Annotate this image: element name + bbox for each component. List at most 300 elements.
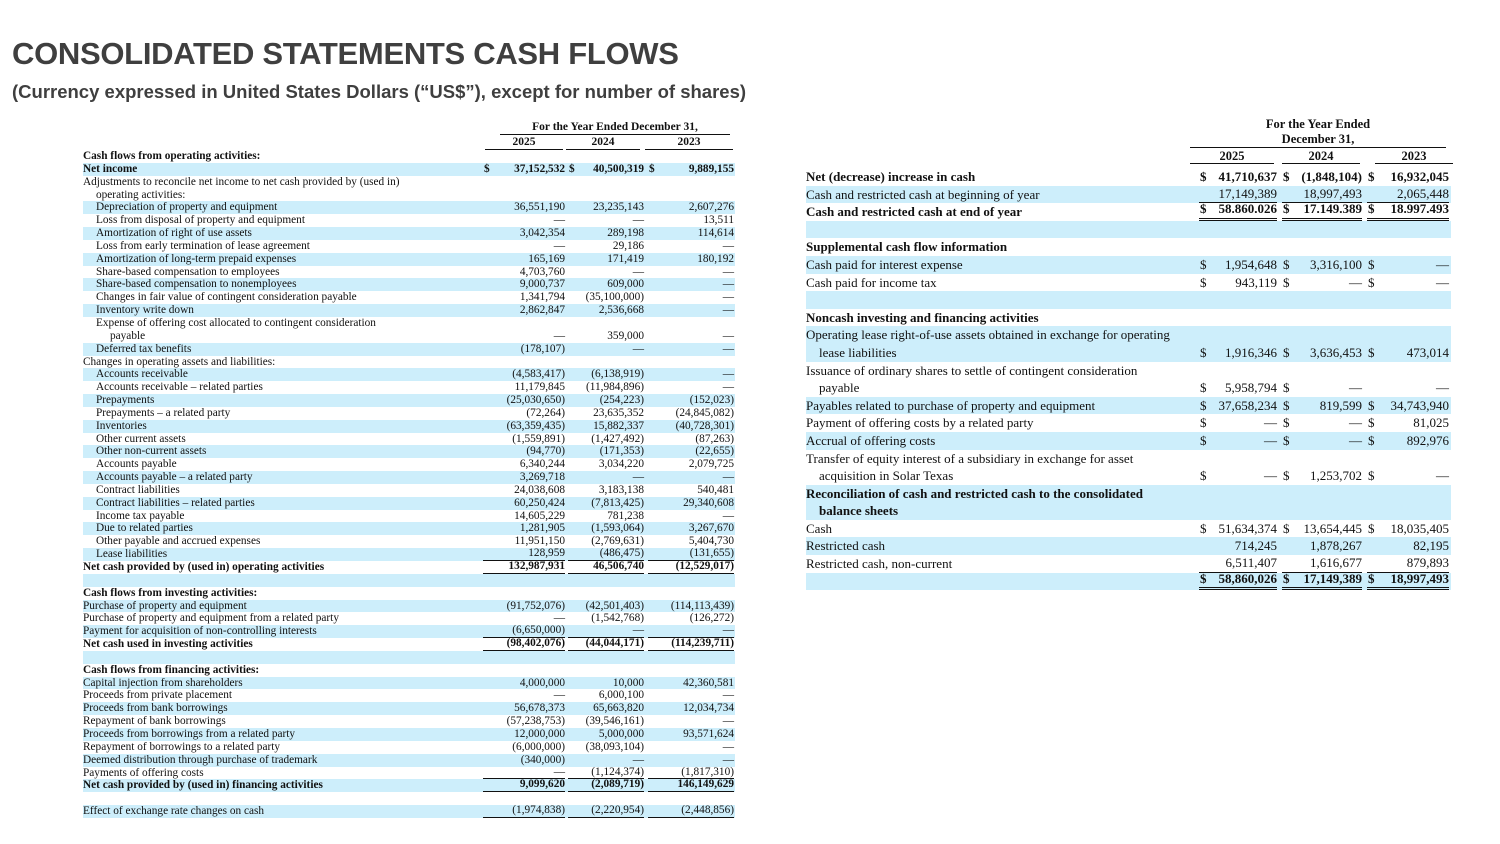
value-cell-2024 [568,560,644,574]
row-label-text: Deemed distribution through purchase of trademark [83,753,318,766]
value-text: 9,000,737 [519,278,565,291]
row-label-text: Adjustments to reconcile net income to net cash provided by (used in) [83,175,400,188]
dollar-sign: $ [1283,274,1290,290]
value-text: — [553,239,565,252]
value-text: 17,149,389 [1218,185,1277,201]
value-text: 1,616,677 [1310,555,1362,571]
row-label-text: Deferred tax benefits [96,342,192,355]
row-label-text: Share-based compensation to nonemployees [96,278,297,291]
value-text: — [1264,415,1277,431]
row-label [83,343,483,356]
dollar-sign: $ [1200,256,1207,272]
dollar-sign: $ [1283,520,1290,536]
value-text: 18,997,493 [1390,570,1449,586]
value-cell-2025 [483,702,565,715]
value-cell-2024 [1282,379,1362,397]
value-text: 36,551,190 [514,201,565,214]
row-label [806,203,1199,221]
value-text: (2,089,719) [591,778,644,791]
value-cell-2024 [1282,274,1362,292]
value-cell-2023 [648,291,734,304]
value-text: 819,599 [1319,397,1362,413]
right-year-col-1: 2025 [1190,149,1274,164]
dollar-sign: $ [1200,432,1207,448]
row-label [83,510,483,523]
value-cell-2024 [1282,520,1362,538]
value-cell-2024 [568,407,644,420]
value-cell-2025 [483,240,565,253]
right-year-col-2: 2024 [1282,149,1360,164]
value-cell-2025 [483,278,565,291]
value-cell-2023 [1367,379,1449,397]
row-label [83,600,483,613]
dollar-sign: $ [1368,432,1375,448]
value-cell-2025 [1199,379,1277,397]
row-label-text: Lease liabilities [96,548,168,561]
row-label [83,664,483,677]
value-cell-2023 [648,381,734,394]
dollar-sign: $ [1283,415,1290,431]
value-cell-2024 [568,778,644,792]
dollar-sign: $ [1368,256,1375,272]
value-text: (40,728,301) [675,419,734,432]
value-text: — [722,265,734,278]
right-year-col-3: 2023 [1375,149,1453,164]
row-label-text: Accounts payable [96,458,177,471]
table-row [83,445,735,458]
value-text: — [722,471,734,484]
value-cell-2024 [568,420,644,433]
value-cell-2024 [568,394,644,407]
row-label [83,253,483,266]
value-cell-2025 [483,420,565,433]
row-label-text: Cash paid for interest expense [806,256,963,272]
value-text: 1,954,648 [1225,256,1277,272]
table-row [806,326,1451,361]
value-cell-2025 [1199,397,1277,415]
value-text: 58,860,026 [1218,570,1277,586]
row-label-text: Supplemental cash flow information [806,239,1008,255]
value-cell-2025 [483,715,565,728]
value-cell-2024 [568,689,644,702]
value-cell-2023 [648,330,734,343]
dollar-sign: $ [1368,468,1375,484]
left-period-header: For the Year Ended December 31, [500,121,730,135]
value-cell-2024 [568,330,644,343]
value-text: (72,264) [526,406,565,419]
value-text: 132,987,931 [508,560,565,572]
value-text: 3,267,670 [688,522,734,535]
row-label [83,522,483,535]
value-text: (7,813,425) [591,496,644,509]
table-row [83,253,735,266]
table-row [806,238,1451,256]
value-text: 943,119 [1235,274,1277,290]
value-text: (91,752,076) [506,599,565,612]
value-text: 37,658,234 [1218,397,1277,413]
value-text: — [632,471,644,484]
value-text: 3,636,453 [1310,344,1362,360]
value-text: (57,238,753) [506,715,565,728]
value-text: — [632,265,644,278]
dollar-sign: $ [1283,256,1290,272]
value-text: — [632,624,644,637]
value-text: — [1436,380,1449,396]
row-label-continuation: payable [819,380,860,396]
value-cell-2025 [1199,467,1277,485]
value-text: 15,882,337 [593,419,644,432]
row-label [83,458,483,471]
row-label-text: Transfer of equity interest of a subsidiary in exchange for asset [806,450,1134,466]
value-text: (22,655) [695,445,734,458]
row-label [83,548,483,561]
dollar-sign: $ [1200,274,1207,290]
value-cell-2025 [483,522,565,535]
value-text: (39,546,161) [585,715,644,728]
value-text: 1,341,794 [519,291,565,304]
value-text: — [1264,432,1277,448]
value-text: (126,272) [689,612,734,625]
value-text: 114,614 [697,227,734,240]
row-label-text: Repayment of bank borrowings [83,715,226,728]
value-cell-2023 [648,343,734,356]
value-cell-2023 [648,547,734,561]
table-row [83,291,735,304]
row-label-text: Proceeds from bank borrowings [83,702,228,715]
table-row [83,356,735,369]
table-row [83,600,735,613]
row-label [806,326,1199,361]
dollar-sign: $ [1368,520,1375,536]
row-label [83,471,483,484]
row-label-text: Payment of offering costs by a related party [806,415,1034,431]
row-label-text: Operating lease right-of-use assets obtained in exchange for operating [806,327,1170,343]
value-cell-2024 [1282,537,1362,555]
value-cell-2024 [568,728,644,741]
value-text: — [1436,274,1449,290]
value-text: 2,862,847 [519,304,565,317]
row-label [83,754,483,767]
value-text: 17.149.389 [1303,201,1362,217]
row-label [83,715,483,728]
value-text: (1,427,492) [591,432,644,445]
value-text: 892,976 [1406,432,1449,448]
value-text: 14,605,229 [514,509,565,522]
row-label-text: Inventories [96,419,147,432]
dollar-sign: $ [1283,468,1290,484]
value-text: (114,113,439) [670,599,734,612]
table-row [83,805,735,818]
value-text: — [722,715,734,728]
table-row [83,278,735,291]
table-row [83,214,735,227]
value-cell-2025 [483,445,565,458]
value-text: (1,593,064) [591,522,644,535]
value-text: 81,025 [1413,415,1449,431]
value-text: 609,000 [607,278,644,291]
value-text: — [722,239,734,252]
value-text: — [553,689,565,702]
value-cell-2023 [648,471,734,484]
value-cell-2023 [648,304,734,317]
value-cell-2024 [568,458,644,471]
value-cell-2025 [483,778,565,792]
value-text: (152,023) [689,394,734,407]
row-label [806,520,1199,538]
value-cell-2023 [648,510,734,523]
value-cell-2023 [1367,570,1449,591]
dollar-sign: $ [1368,274,1375,290]
value-text: 12,000,000 [514,727,565,740]
value-cell-2023 [648,214,734,227]
row-label-text: Restricted cash [806,538,886,554]
value-text: (2,769,631) [591,535,644,548]
value-cell-2023 [1367,432,1449,450]
table-row [806,256,1451,274]
value-text: — [722,624,734,637]
value-text: 879,893 [1406,555,1449,571]
value-cell-2023 [648,497,734,510]
table-row [83,343,735,356]
dollar-sign: $ [1368,415,1375,431]
value-text: — [632,753,644,766]
value-text: — [722,381,734,394]
table-row [83,394,735,407]
row-label-text: Accrual of offering costs [806,432,936,448]
value-text: — [722,740,734,753]
value-text: — [1349,432,1362,448]
value-text: 714,245 [1234,538,1277,554]
row-label [806,485,1199,520]
value-cell-2024 [1282,570,1362,591]
row-label [806,309,1199,327]
row-label-text: Depreciation of property and equipment [96,201,278,214]
value-cell-2025 [483,163,565,176]
value-cell-2025 [483,381,565,394]
row-label-continuation: lease liabilities [819,344,897,360]
value-text: (24,845,082) [675,406,734,419]
row-label [83,561,483,574]
dollar-sign: $ [1200,570,1207,586]
row-label [83,356,483,369]
value-cell-2023 [648,600,734,613]
value-cell-2024 [568,240,644,253]
value-cell-2024 [568,304,644,317]
value-cell-2024 [568,510,644,523]
row-label-text: Contract liabilities – related parties [96,496,255,509]
row-label-text: Net cash used in investing activities [83,638,253,651]
value-text: — [722,753,734,766]
left-year-col-1: 2025 [485,136,563,150]
row-label-text: Prepayments [96,394,155,407]
value-text: 6,340,244 [519,458,565,471]
value-text: (11,984,896) [586,381,644,394]
row-label [806,537,1199,555]
value-text: 4,000,000 [519,676,565,689]
row-label-continuation: acquisition in Solar Texas [819,468,954,484]
row-label [83,330,483,343]
row-label-text: Reconciliation of cash and restricted cash to the consolidated [806,485,1144,501]
value-text: (12,529,017) [675,560,734,572]
value-text: 180,192 [697,252,734,265]
value-text: 12,034,734 [683,702,734,715]
row-label-text: payable [110,329,146,342]
row-label-text: Accounts payable – a related party [96,471,253,484]
table-row [83,458,735,471]
value-cell-2025 [483,624,565,638]
value-text: 41,710,637 [1218,169,1277,184]
value-text: (131,655) [689,547,734,560]
value-text: 3,316,100 [1310,256,1362,272]
row-label-text: Purchase of property and equipment [83,599,247,612]
value-text: 1,916,346 [1225,344,1277,360]
row-label-text: Inventory write down [96,304,194,317]
value-cell-2023 [1367,256,1449,274]
value-cell-2025 [483,291,565,304]
value-cell-2023 [1367,344,1449,362]
row-label-text: Accounts receivable – related parties [96,381,263,394]
row-label [83,266,483,279]
value-cell-2025 [483,330,565,343]
value-cell-2024 [568,497,644,510]
value-cell-2025 [1199,168,1277,186]
value-text: 171,419 [607,252,644,265]
row-label [83,445,483,458]
row-label-text: Cash flows from operating activities: [83,150,261,162]
value-text: 56,678,373 [514,702,565,715]
table-row [83,176,735,189]
dollar-sign: $ [1368,397,1375,413]
value-text: 11,179,845 [514,381,565,394]
dollar-sign: $ [1283,397,1290,413]
value-cell-2023 [648,637,734,651]
value-cell-2025 [483,201,565,214]
value-text: — [722,368,734,381]
value-cell-2023 [1367,537,1449,555]
value-cell-2023 [648,240,734,253]
value-cell-2024 [568,766,644,780]
value-cell-2023 [648,458,734,471]
row-label [83,407,483,420]
value-cell-2025 [1199,344,1277,362]
value-text: 42,360,581 [683,676,734,689]
value-text: 6,000,100 [598,689,644,702]
row-label [83,394,483,407]
value-text: 18,035,405 [1390,520,1449,536]
value-cell-2025 [483,407,565,420]
row-label [83,497,483,510]
value-text: 5,000,000 [598,727,644,740]
value-text: 60,250,424 [514,496,565,509]
value-cell-2025 [1199,432,1277,450]
dollar-sign: $ [1200,169,1207,184]
value-cell-2025 [1199,414,1277,432]
row-label-text: Other payable and accrued expenses [96,535,261,548]
table-row [806,291,1451,309]
table-row [83,715,735,728]
value-cell-2024 [568,445,644,458]
row-label-text: Proceeds from borrowings from a related party [83,727,296,740]
value-text: — [632,342,644,355]
value-cell-2025 [483,458,565,471]
row-label [83,689,483,702]
dollar-sign: $ [1200,520,1207,536]
value-text: — [722,291,734,304]
value-cell-2023 [648,728,734,741]
row-label-text: Cash paid for income tax [806,274,937,290]
value-cell-2024 [568,677,644,690]
table-row [83,574,735,587]
value-text: (98,402,076) [506,637,565,650]
value-text: (94,770) [526,445,565,458]
value-cell-2024 [568,163,644,176]
table-row [806,168,1451,186]
dollar-sign: $ [1283,432,1290,448]
row-label-text: Share-based compensation to employees [96,265,280,278]
row-label [83,189,483,202]
value-cell-2025 [483,560,565,574]
value-cell-2025 [483,510,565,523]
value-text: (1,817,310) [681,765,734,778]
value-text: 2,536,668 [598,304,644,317]
row-label [83,805,483,818]
value-text: 289,198 [607,227,644,240]
value-text: 1,253,702 [1310,468,1362,484]
value-text: — [722,342,734,355]
table-row [806,450,1451,485]
value-cell-2025 [1199,520,1277,538]
value-text: (1,542,768) [591,612,644,625]
table-row [83,433,735,446]
value-cell-2025 [483,637,565,651]
row-label-text: Cash and restricted cash at end of year [806,204,1023,220]
dollar-sign: $ [1283,380,1290,396]
value-cell-2023 [648,560,734,574]
value-cell-2025 [1199,537,1277,555]
value-cell-2024 [568,702,644,715]
value-text: (340,000) [520,753,565,766]
value-cell-2023 [648,227,734,240]
table-row [83,741,735,754]
row-label [806,238,1199,256]
value-cell-2023 [648,278,734,291]
row-label-text: Changes in fair value of contingent consideration payable [96,291,357,304]
row-label-text: Amortization of right of use assets [96,227,252,240]
value-cell-2023 [648,433,734,446]
value-text: — [722,329,734,342]
row-label [806,274,1199,292]
value-text: 29,340,608 [683,496,734,509]
value-cell-2023 [648,804,734,818]
value-cell-2025 [483,227,565,240]
table-row [83,317,735,330]
value-text: 11,951,150 [514,535,565,548]
value-text: (6,650,000) [512,624,565,637]
table-row [83,407,735,420]
table-row [806,397,1451,415]
value-text: (254,223) [599,394,644,407]
value-text: 165,169 [528,252,565,265]
value-cell-2024 [568,266,644,279]
table-row [806,485,1451,520]
table-row [806,274,1451,292]
row-label-text: Capital injection from shareholders [83,676,243,689]
row-label-text: Payment for acquisition of non-controlling interests [83,625,317,638]
row-label [83,214,483,227]
row-label [83,702,483,715]
left-year-col-2: 2024 [566,136,640,150]
table-row [83,497,735,510]
